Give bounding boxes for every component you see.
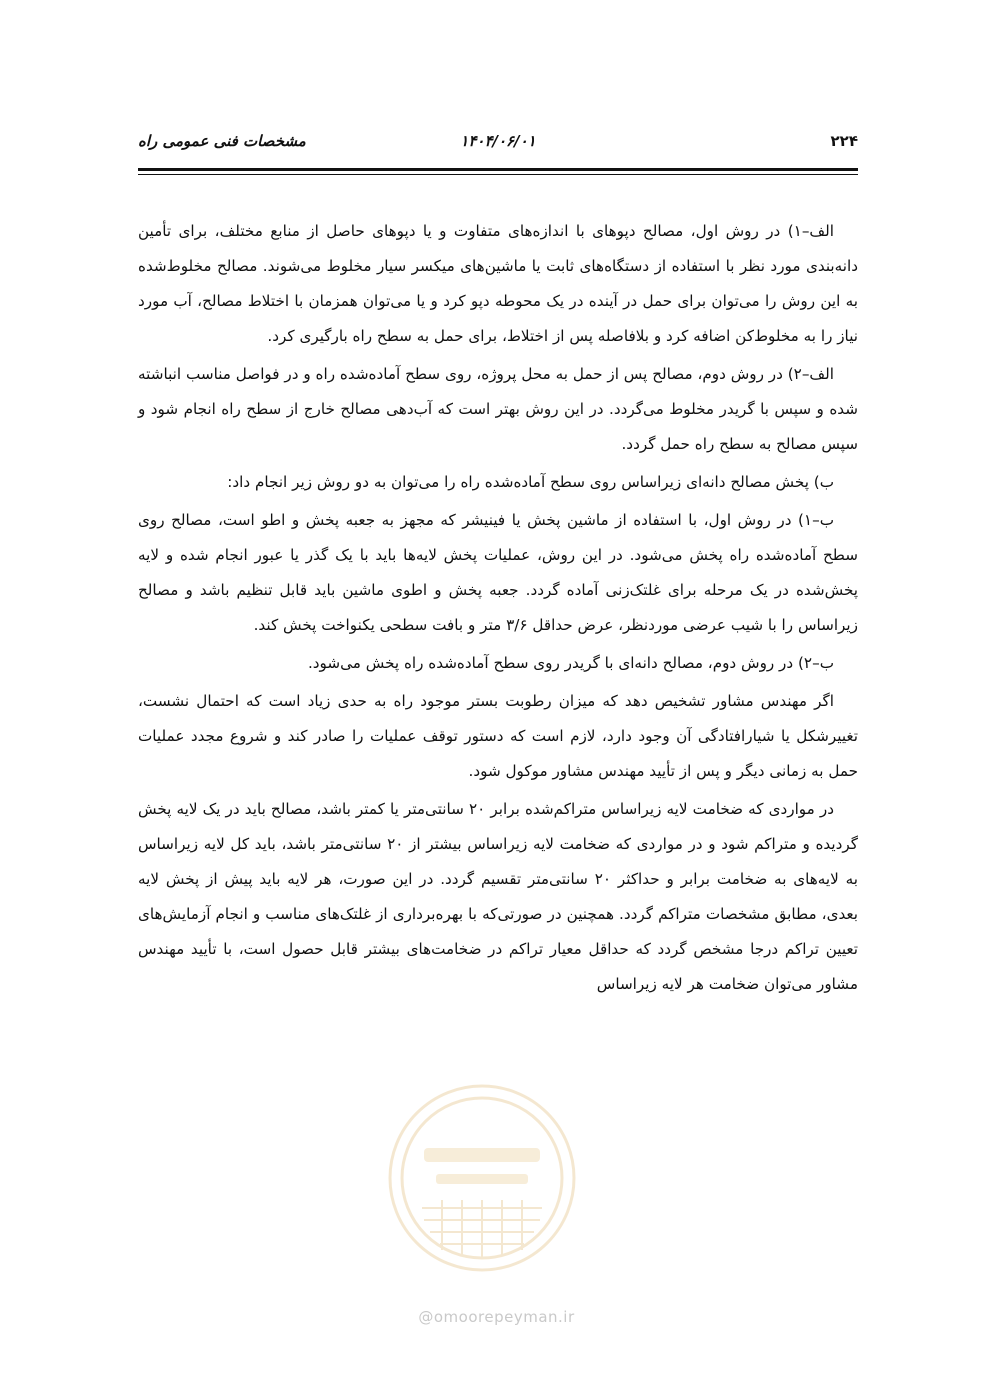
paragraph-alef-2: الف–۲) در روش دوم، مصالح پس از حمل به محل پروژه، روی سطح آماده‌شده راه و در فواصل مناسب انباشته شده و سپس با گریدر مخلوط می‌گردد. در این روش بهتر است که آب‌دهی مصالح خارج از سطح راه انجام شود و سپس مصالح به سطح راه حمل گردد. [138, 365, 858, 453]
page-number: ۲۲۴ [830, 132, 858, 150]
paragraph-consultant: اگر مهندس مشاور تشخیص دهد که میزان رطوبت بستر موجود راه به حدی زیاد است که احتمال نشست، تغییرشکل یا شیارافتادگی آن وجود دارد، لازم است که دستور توقف عملیات را صادر کند و شروع مجدد عملیات حمل به زمانی دیگر و پس از تأیید مهندس مشاور موکول شود. [138, 692, 858, 780]
paragraph-thickness: در مواردی که ضخامت لایه زیراساس متراکم‌شده برابر ۲۰ سانتی‌متر یا کمتر باشد، مصالح باید در یک لایه پخش گردیده و متراکم شود و در مواردی که ضخامت لایه زیراساس بیشتر از ۲۰ سانتی‌متر باشد، باید کل لایه زیراساس به لایه‌های به ضخامت برابر و حداکثر ۲۰ سانتی‌متر تقسیم گردد. در این صورت، هر لایه باید پیش از پخش لایه بعدی، مطابق مشخصات متراکم گردد. همچنین در صورتی‌که با بهره‌برداری از غلتک‌های مناسب و انجام آزمایش‌های تعیین تراکم درجا مشخص گردد که حداقل معیار تراکم در ضخامت‌های بیشتر قابل حصول است، با تأیید مهندس مشاور می‌توان ضخامت هر لایه زیراساس [138, 800, 858, 993]
header-rule-thin [138, 174, 858, 175]
watermark-url: @omoorepeyman.ir [418, 1308, 575, 1326]
paragraph-alef-1: الف–۱) در روش اول، مصالح دپوهای با اندازه‌های متفاوت و یا دپوهای حاصل از منابع مختلف، برای تأمین دانه‌بندی مورد نظر با استفاده از دستگاه‌های ثابت یا ماشین‌های میکسر سیار مخلوط می‌شوند. مصالح مخلوط‌شده به این روش را می‌توان برای حمل در آینده در یک محوطه دپو کرد و یا می‌توان همزمان با اختلاط مصالح، آب مورد نیاز را به مخلوط‌کن اضافه کرد و بلافاصله پس از اختلاط، برای حمل به سطح راه بارگیری کرد. [138, 222, 858, 345]
paragraph-be-1: ب–۱) در روش اول، با استفاده از ماشین پخش یا فینیشر که مجهز به جعبه پخش و اطو است، مصالح روی سطح آماده‌شده راه پخش می‌شود. در این روش، عملیات پخش لایه‌ها باید با یک گذر یا عبور انجام شده و لایه پخش‌شده در یک مرحله برای غلتک‌زنی آماده گردد. جعبه پخش و اطوی ماشین باید قابل تنظیم باشد و مصالح زیراساس را با شیب عرضی موردنظر، عرض حداقل ۳/۶ متر و بافت سطحی یکنواخت پخش کند. [138, 511, 858, 634]
header-rule-thick [138, 168, 858, 171]
at-icon: @ [418, 1308, 434, 1326]
header-date: ۱۴۰۴/۰۶/۰۱ [460, 132, 536, 150]
body-text [138, 214, 858, 1005]
page-header [138, 126, 858, 166]
watermark-logo [384, 1078, 580, 1278]
header-title: مشخصات فنی عمومی راه [138, 132, 306, 150]
paragraph-be-2: ب–۲) در روش دوم، مصالح دانه‌ای با گریدر روی سطح آماده‌شده راه پخش می‌شود. [307, 654, 834, 672]
paragraph-be: ب) پخش مصالح دانه‌ای زیراساس روی سطح آماده‌شده راه را می‌توان به دو روش زیر انجام داد: [227, 473, 834, 491]
